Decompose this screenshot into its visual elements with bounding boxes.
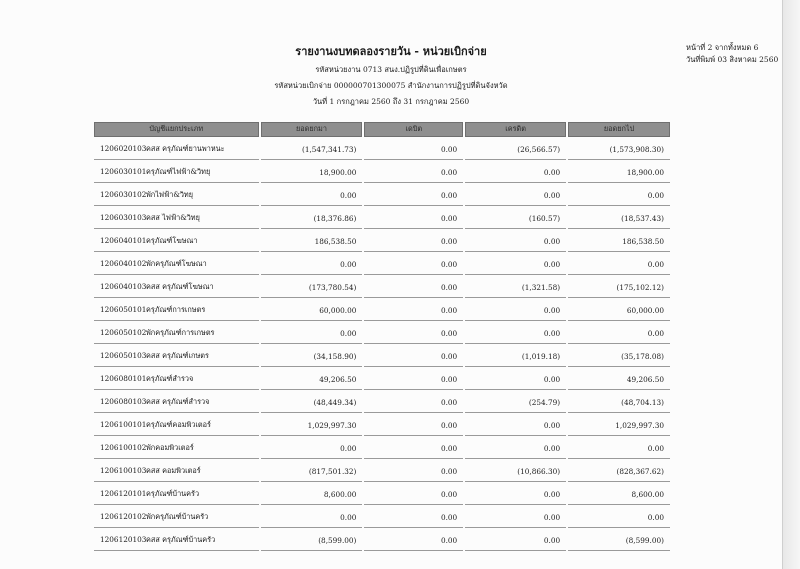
page-info: [686, 42, 778, 66]
table-row: [94, 415, 670, 436]
account-code: 1206120102: [100, 511, 147, 521]
account-name: คสส ครุภัณฑ์บ้านครัว: [146, 534, 216, 544]
carried-forward-cell: 18,900.00: [568, 162, 670, 183]
table-row: [94, 300, 670, 321]
debit-cell: 0.00: [364, 277, 463, 298]
account-name: คสส คอมพิวเตอร์: [146, 465, 201, 475]
carried-forward-cell: (48,704.13): [568, 392, 670, 413]
account-code: 1206100103: [100, 465, 147, 475]
carried-forward-cell: 60,000.00: [568, 300, 670, 321]
account-cell: [94, 139, 259, 160]
header-debit: เดบิต: [364, 122, 463, 137]
brought-forward-cell: (1,547,341.73): [261, 139, 363, 160]
account-name: คสส ครุภัณฑ์เกษตร: [146, 350, 209, 360]
brought-forward-cell: (817,501.32): [261, 461, 363, 482]
account-code: 1206050101: [100, 304, 147, 314]
brought-forward-cell: 0.00: [261, 185, 363, 206]
debit-cell: 0.00: [364, 231, 463, 252]
account-name: คสส ไฟฟ้า&วิทยุ: [146, 212, 200, 222]
carried-forward-cell: 0.00: [568, 185, 670, 206]
debit-cell: 0.00: [364, 300, 463, 321]
header-carried-forward: ยอดยกไป: [568, 122, 670, 137]
credit-cell: 0.00: [465, 438, 566, 459]
table-row: [94, 139, 670, 160]
credit-cell: 0.00: [465, 415, 566, 436]
account-name: ครุภัณฑ์สำรวจ: [146, 373, 194, 383]
brought-forward-cell: (34,158.90): [261, 346, 363, 367]
credit-cell: 0.00: [465, 484, 566, 505]
account-name: ครุภัณฑ์โฆษณา: [146, 235, 198, 245]
account-name: ครุภัณฑ์คอมพิวเตอร์: [146, 419, 211, 429]
debit-cell: 0.00: [364, 346, 463, 367]
brought-forward-cell: 0.00: [261, 507, 363, 528]
account-cell: [94, 346, 259, 367]
page-edge: [782, 0, 800, 569]
credit-cell: (1,321.58): [465, 277, 566, 298]
account-code: 1206040102: [100, 258, 147, 268]
account-cell: [94, 369, 259, 390]
carried-forward-cell: 8,600.00: [568, 484, 670, 505]
brought-forward-cell: 186,538.50: [261, 231, 363, 252]
account-code: 1206120103: [100, 534, 147, 544]
carried-forward-cell: 0.00: [568, 323, 670, 344]
account-cell: [94, 323, 259, 344]
table-header-row: [94, 122, 670, 137]
credit-cell: 0.00: [465, 185, 566, 206]
table-row: [94, 231, 670, 252]
header-brought-forward: ยอดยกมา: [261, 122, 363, 137]
table-row: [94, 461, 670, 482]
table-row: [94, 484, 670, 505]
agency-line: รหัสหน่วยงาน 0713 สนง.ปฏิรูปที่ดินเพื่อเกษตร: [315, 65, 467, 74]
account-cell: [94, 461, 259, 482]
brought-forward-cell: 18,900.00: [261, 162, 363, 183]
header-credit: เครดิต: [465, 122, 566, 137]
report-header: [0, 40, 782, 108]
carried-forward-cell: 1,029,997.30: [568, 415, 670, 436]
credit-cell: (254.79): [465, 392, 566, 413]
account-name: คสส ครุภัณฑ์สำรวจ: [146, 396, 210, 406]
account-code: 1206020103: [100, 143, 147, 153]
account-cell: [94, 231, 259, 252]
account-name: พักครุภัณฑ์โฆษณา: [146, 258, 207, 268]
debit-cell: 0.00: [364, 208, 463, 229]
disbursing-unit-line: รหัสหน่วยเบิกจ่าย 000000701300075 สำนักงานการปฏิรูปที่ดินจังหวัด: [274, 81, 508, 90]
table-row: [94, 369, 670, 390]
brought-forward-cell: (8,599.00): [261, 530, 363, 551]
carried-forward-cell: 0.00: [568, 507, 670, 528]
credit-cell: 0.00: [465, 530, 566, 551]
account-cell: [94, 185, 259, 206]
account-cell: [94, 507, 259, 528]
table-row: [94, 438, 670, 459]
account-name: คสส ครุภัณฑ์โฆษณา: [146, 281, 214, 291]
carried-forward-cell: (175,102.12): [568, 277, 670, 298]
table-body: [94, 139, 670, 551]
brought-forward-cell: (18,376.86): [261, 208, 363, 229]
debit-cell: 0.00: [364, 185, 463, 206]
debit-cell: 0.00: [364, 369, 463, 390]
account-code: 1206030101: [100, 166, 147, 176]
carried-forward-cell: 0.00: [568, 254, 670, 275]
brought-forward-cell: 0.00: [261, 254, 363, 275]
account-cell: [94, 484, 259, 505]
account-cell: [94, 392, 259, 413]
trial-balance-table: [92, 120, 672, 553]
carried-forward-cell: 0.00: [568, 438, 670, 459]
table-row: [94, 277, 670, 298]
debit-cell: 0.00: [364, 484, 463, 505]
account-cell: [94, 208, 259, 229]
credit-cell: 0.00: [465, 507, 566, 528]
table-row: [94, 346, 670, 367]
carried-forward-cell: (8,599.00): [568, 530, 670, 551]
header-account: บัญชีแยกประเภท: [94, 122, 259, 137]
carried-forward-cell: (35,178.08): [568, 346, 670, 367]
brought-forward-cell: 0.00: [261, 438, 363, 459]
page-number: หน้าที่ 2 จากทั้งหมด 6: [686, 43, 759, 52]
account-cell: [94, 162, 259, 183]
account-code: 1206050102: [100, 327, 147, 337]
account-code: 1206100101: [100, 419, 147, 429]
debit-cell: 0.00: [364, 162, 463, 183]
table-row: [94, 185, 670, 206]
carried-forward-cell: (1,573,908.30): [568, 139, 670, 160]
brought-forward-cell: 8,600.00: [261, 484, 363, 505]
debit-cell: 0.00: [364, 392, 463, 413]
credit-cell: 0.00: [465, 162, 566, 183]
account-name: ครุภัณฑ์บ้านครัว: [146, 488, 200, 498]
table-row: [94, 507, 670, 528]
credit-cell: 0.00: [465, 254, 566, 275]
account-cell: [94, 254, 259, 275]
account-code: 1206120101: [100, 488, 147, 498]
account-cell: [94, 415, 259, 436]
debit-cell: 0.00: [364, 530, 463, 551]
brought-forward-cell: 1,029,997.30: [261, 415, 363, 436]
brought-forward-cell: (173,780.54): [261, 277, 363, 298]
brought-forward-cell: 60,000.00: [261, 300, 363, 321]
credit-cell: 0.00: [465, 369, 566, 390]
debit-cell: 0.00: [364, 139, 463, 160]
debit-cell: 0.00: [364, 254, 463, 275]
account-cell: [94, 438, 259, 459]
table-row: [94, 392, 670, 413]
report-title: รายงานงบทดลองรายวัน - หน่วยเบิกจ่าย: [295, 45, 487, 58]
account-cell: [94, 300, 259, 321]
carried-forward-cell: (828,367.62): [568, 461, 670, 482]
brought-forward-cell: 49,206.50: [261, 369, 363, 390]
account-code: 1206030103: [100, 212, 147, 222]
credit-cell: 0.00: [465, 231, 566, 252]
credit-cell: 0.00: [465, 323, 566, 344]
debit-cell: 0.00: [364, 323, 463, 344]
carried-forward-cell: 49,206.50: [568, 369, 670, 390]
table-row: [94, 530, 670, 551]
date-range: วันที่ 1 กรกฎาคม 2560 ถึง 31 กรกฎาคม 2560: [312, 97, 470, 106]
debit-cell: 0.00: [364, 438, 463, 459]
debit-cell: 0.00: [364, 507, 463, 528]
table-row: [94, 208, 670, 229]
account-cell: [94, 277, 259, 298]
brought-forward-cell: (48,449.34): [261, 392, 363, 413]
carried-forward-cell: 186,538.50: [568, 231, 670, 252]
account-code: 1206080101: [100, 373, 147, 383]
account-name: พักครุภัณฑ์บ้านครัว: [146, 511, 209, 521]
account-name: ครุภัณฑ์ไฟฟ้า&วิทยุ: [146, 166, 211, 176]
account-name: ครุภัณฑ์การเกษตร: [146, 304, 206, 314]
account-code: 1206100102: [100, 442, 147, 452]
table-row: [94, 254, 670, 275]
carried-forward-cell: (18,537.43): [568, 208, 670, 229]
credit-cell: (26,566.57): [465, 139, 566, 160]
account-code: 1206030102: [100, 189, 147, 199]
account-cell: [94, 530, 259, 551]
account-name: พักครุภัณฑ์การเกษตร: [146, 327, 215, 337]
account-name: พักคอมพิวเตอร์: [146, 442, 194, 452]
account-name: คสส ครุภัณฑ์ยานพาหนะ: [146, 143, 225, 153]
credit-cell: (1,019.18): [465, 346, 566, 367]
table-row: [94, 323, 670, 344]
account-code: 1206050103: [100, 350, 147, 360]
account-code: 1206040101: [100, 235, 147, 245]
account-code: 1206040103: [100, 281, 147, 291]
brought-forward-cell: 0.00: [261, 323, 363, 344]
account-name: พักไฟฟ้า&วิทยุ: [146, 189, 194, 199]
account-code: 1206080103: [100, 396, 147, 406]
credit-cell: (160.57): [465, 208, 566, 229]
print-date: วันที่พิมพ์ 03 สิงหาคม 2560: [686, 55, 779, 64]
debit-cell: 0.00: [364, 415, 463, 436]
table-row: [94, 162, 670, 183]
credit-cell: 0.00: [465, 300, 566, 321]
debit-cell: 0.00: [364, 461, 463, 482]
credit-cell: (10,866.30): [465, 461, 566, 482]
